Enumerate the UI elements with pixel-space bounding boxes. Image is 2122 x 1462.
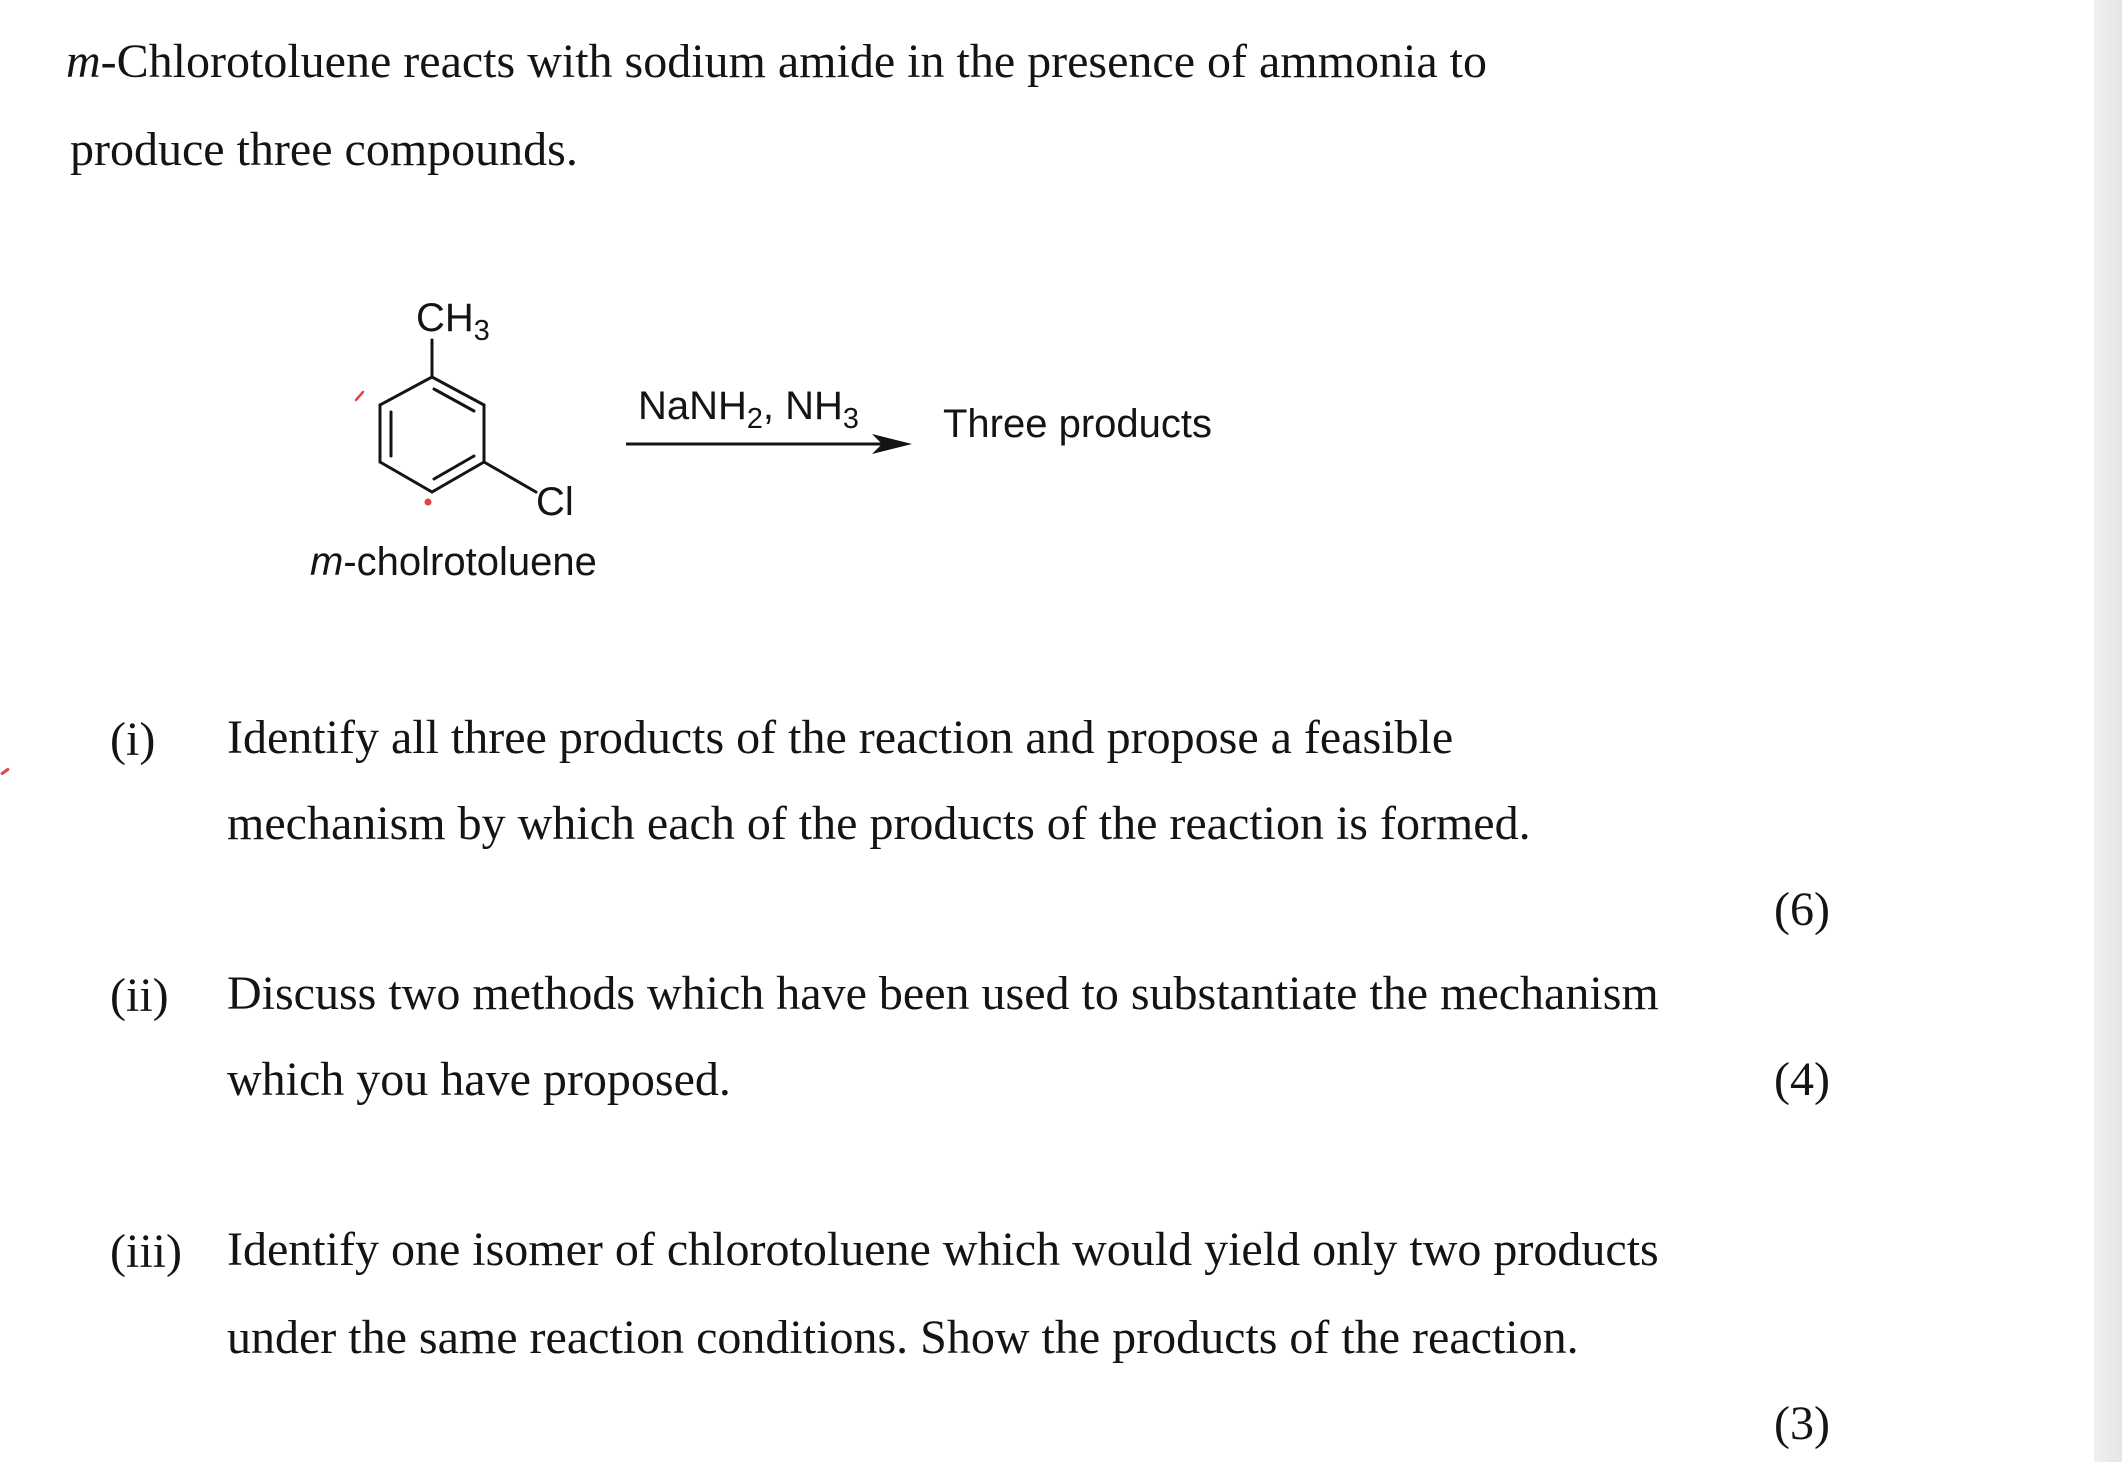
- page-edge: [2094, 0, 2122, 1462]
- intro-meta-prefix: m: [66, 35, 101, 88]
- benzene-ring: [380, 340, 536, 492]
- question-i-marks: (6): [1774, 883, 1830, 936]
- red-annotation-dot: [425, 499, 432, 506]
- methyl-subscript: 3: [473, 315, 490, 348]
- double-bond-inner-2: [434, 456, 474, 479]
- reaction-arrow: [622, 424, 922, 464]
- question-number-iii: (iii): [110, 1225, 182, 1278]
- reagent-subscript-2: 3: [842, 403, 859, 436]
- reagent-label: [638, 384, 859, 436]
- m-chlorotoluene-structure: [340, 300, 640, 540]
- intro-line-1: [66, 35, 1487, 88]
- question-i-line-2: mechanism by which each of the products of the reaction is formed.: [227, 797, 1531, 850]
- question-ii-line-2: which you have proposed.: [227, 1053, 731, 1106]
- reagent-subscript-1: 2: [746, 403, 763, 436]
- question-iii-line-2: under the same reaction conditions. Show the products of the reaction.: [227, 1311, 1579, 1364]
- ring-bond-4: [380, 462, 432, 492]
- product-label: Three products: [943, 402, 1213, 446]
- chloro-label: Cl: [536, 480, 574, 524]
- intro-line-1-text: -Chlorotoluene reacts with sodium amide in the presence of ammonia to: [100, 35, 1487, 88]
- reagent-part-1: NaNH: [638, 384, 747, 428]
- question-ii-line-1: Discuss two methods which have been used to substantiate the mechanism: [227, 967, 1659, 1020]
- question-i-line-1: Identify all three products of the reaction and propose a feasible: [227, 711, 1454, 764]
- question-iii-line-1: Identify one isomer of chlorotoluene which would yield only two products: [227, 1223, 1659, 1276]
- methyl-group-text: CH: [416, 296, 474, 340]
- reagent-part-2: , NH: [762, 384, 843, 428]
- question-iii-marks: (3): [1774, 1397, 1830, 1450]
- red-annotation-mark: [356, 392, 363, 400]
- intro-line-2: produce three compounds.: [70, 123, 578, 176]
- compound-name-text: -cholrotoluene: [343, 540, 597, 584]
- chloro-bond: [484, 462, 536, 492]
- compound-name: [310, 542, 597, 582]
- question-ii-marks: (4): [1774, 1053, 1830, 1106]
- compound-name-prefix: m: [310, 540, 344, 584]
- question-number-ii: (ii): [110, 969, 169, 1022]
- question-number-i: (i): [110, 713, 156, 766]
- ring-bond-6: [380, 377, 432, 405]
- red-margin-mark: [0, 767, 10, 775]
- double-bond-inner-1: [434, 389, 474, 411]
